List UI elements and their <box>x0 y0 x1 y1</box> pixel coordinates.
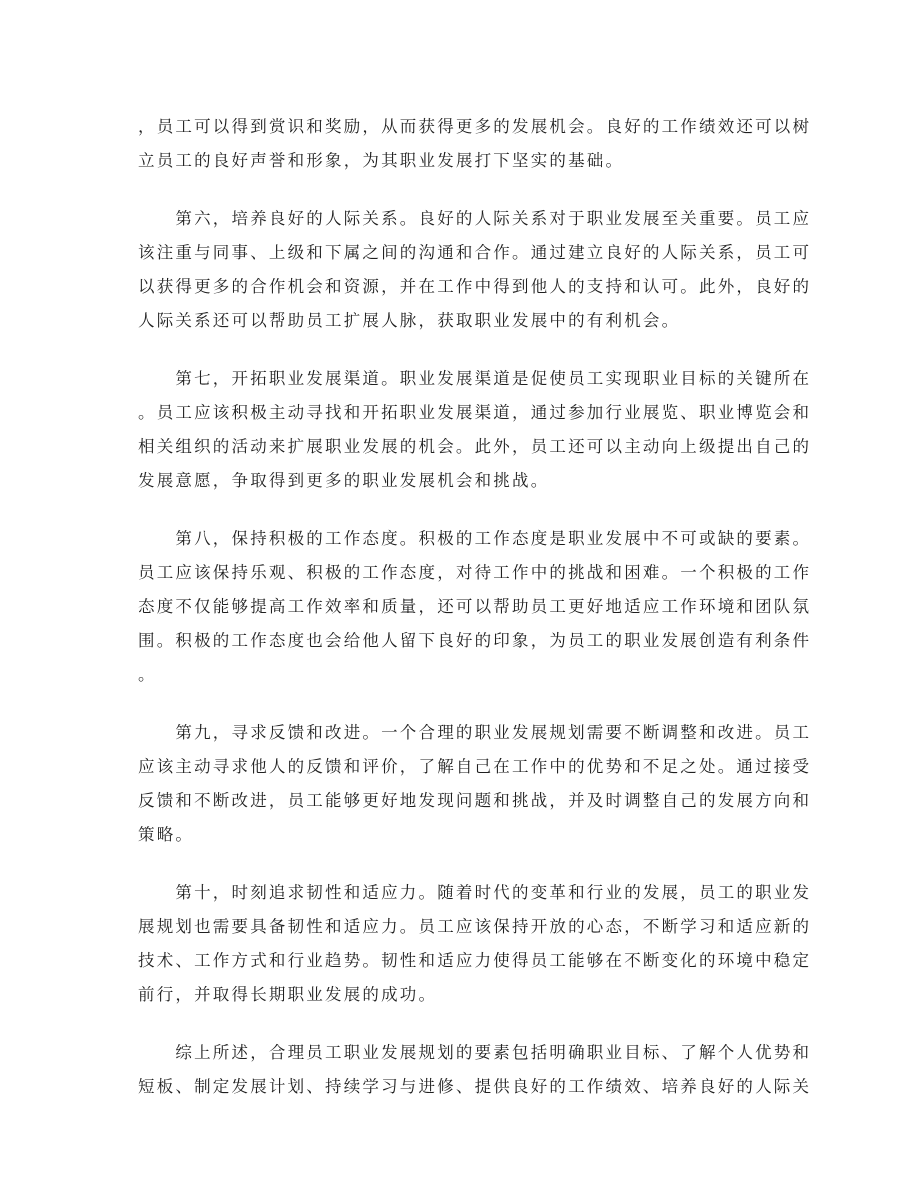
text-line: 第八，保持积极的工作态度。积极的工作态度是职业发展中不可或缺的要素。 <box>138 529 812 548</box>
text-line: 短板、制定发展计划、持续学习与进修、提供良好的工作绩效、培养良好的人际关 <box>138 1077 812 1096</box>
text-line: 以获得更多的合作机会和资源，并在工作中得到他人的支持和认可。此外，良好的 <box>138 277 812 296</box>
text-line: ，员工可以得到赏识和奖励，从而获得更多的发展机会。良好的工作绩效还可以树 <box>138 117 812 136</box>
text-line: 应该主动寻求他人的反馈和评价，了解自己在工作中的优势和不足之处。通过接受 <box>138 757 812 776</box>
paragraph-work-performance-end <box>138 110 812 178</box>
text-line: 第七，开拓职业发展渠道。职业发展渠道是促使员工实现职业目标的关键所在 <box>138 369 812 388</box>
text-line: 围。积极的工作态度也会给他人留下良好的印象，为员工的职业发展创造有利条件 <box>138 631 812 650</box>
text-line: 策略。 <box>138 825 195 844</box>
text-line: 该注重与同事、上级和下属之间的沟通和合作。通过建立良好的人际关系，员工可 <box>138 243 812 262</box>
text-line: 反馈和不断改进，员工能够更好地发现问题和挑战，并及时调整自己的发展方向和 <box>138 791 812 810</box>
text-line: 。 <box>138 665 157 684</box>
text-line: 第十，时刻追求韧性和适应力。随着时代的变革和行业的发展，员工的职业发 <box>138 883 812 902</box>
text-line: 发展意愿，争取得到更多的职业发展机会和挑战。 <box>138 471 550 490</box>
text-line: 第六，培养良好的人际关系。良好的人际关系对于职业发展至关重要。员工应 <box>138 209 812 228</box>
text-line: 员工应该保持乐观、积极的工作态度，对待工作中的挑战和困难。一个积极的工作 <box>138 563 812 582</box>
text-line: 立员工的良好声誉和形象，为其职业发展打下坚实的基础。 <box>138 151 625 170</box>
text-line: 展规划也需要具备韧性和适应力。员工应该保持开放的心态，不断学习和适应新的 <box>138 917 812 936</box>
text-line: 第九，寻求反馈和改进。一个合理的职业发展规划需要不断调整和改进。员工 <box>138 723 812 742</box>
paragraph-ninth-feedback <box>138 716 812 852</box>
paragraph-summary <box>138 1036 812 1104</box>
paragraph-sixth-relationships <box>138 202 812 338</box>
paragraph-eighth-attitude <box>138 522 812 692</box>
text-line: 态度不仅能够提高工作效率和质量，还可以帮助员工更好地适应工作环境和团队氛 <box>138 597 812 616</box>
text-line: 。员工应该积极主动寻找和开拓职业发展渠道，通过参加行业展览、职业博览会和 <box>138 403 812 422</box>
paragraph-tenth-resilience <box>138 876 812 1012</box>
text-line: 人际关系还可以帮助员工扩展人脉，获取职业发展中的有利机会。 <box>138 311 681 330</box>
document-body <box>138 110 812 1128</box>
text-line: 相关组织的活动来扩展职业发展的机会。此外，员工还可以主动向上级提出自己的 <box>138 437 812 456</box>
paragraph-seventh-channels <box>138 362 812 498</box>
text-line: 技术、工作方式和行业趋势。韧性和适应力使得员工能够在不断变化的环境中稳定 <box>138 951 812 970</box>
text-line: 前行，并取得长期职业发展的成功。 <box>138 985 438 1004</box>
text-line: 综上所述，合理员工职业发展规划的要素包括明确职业目标、了解个人优势和 <box>138 1043 812 1062</box>
